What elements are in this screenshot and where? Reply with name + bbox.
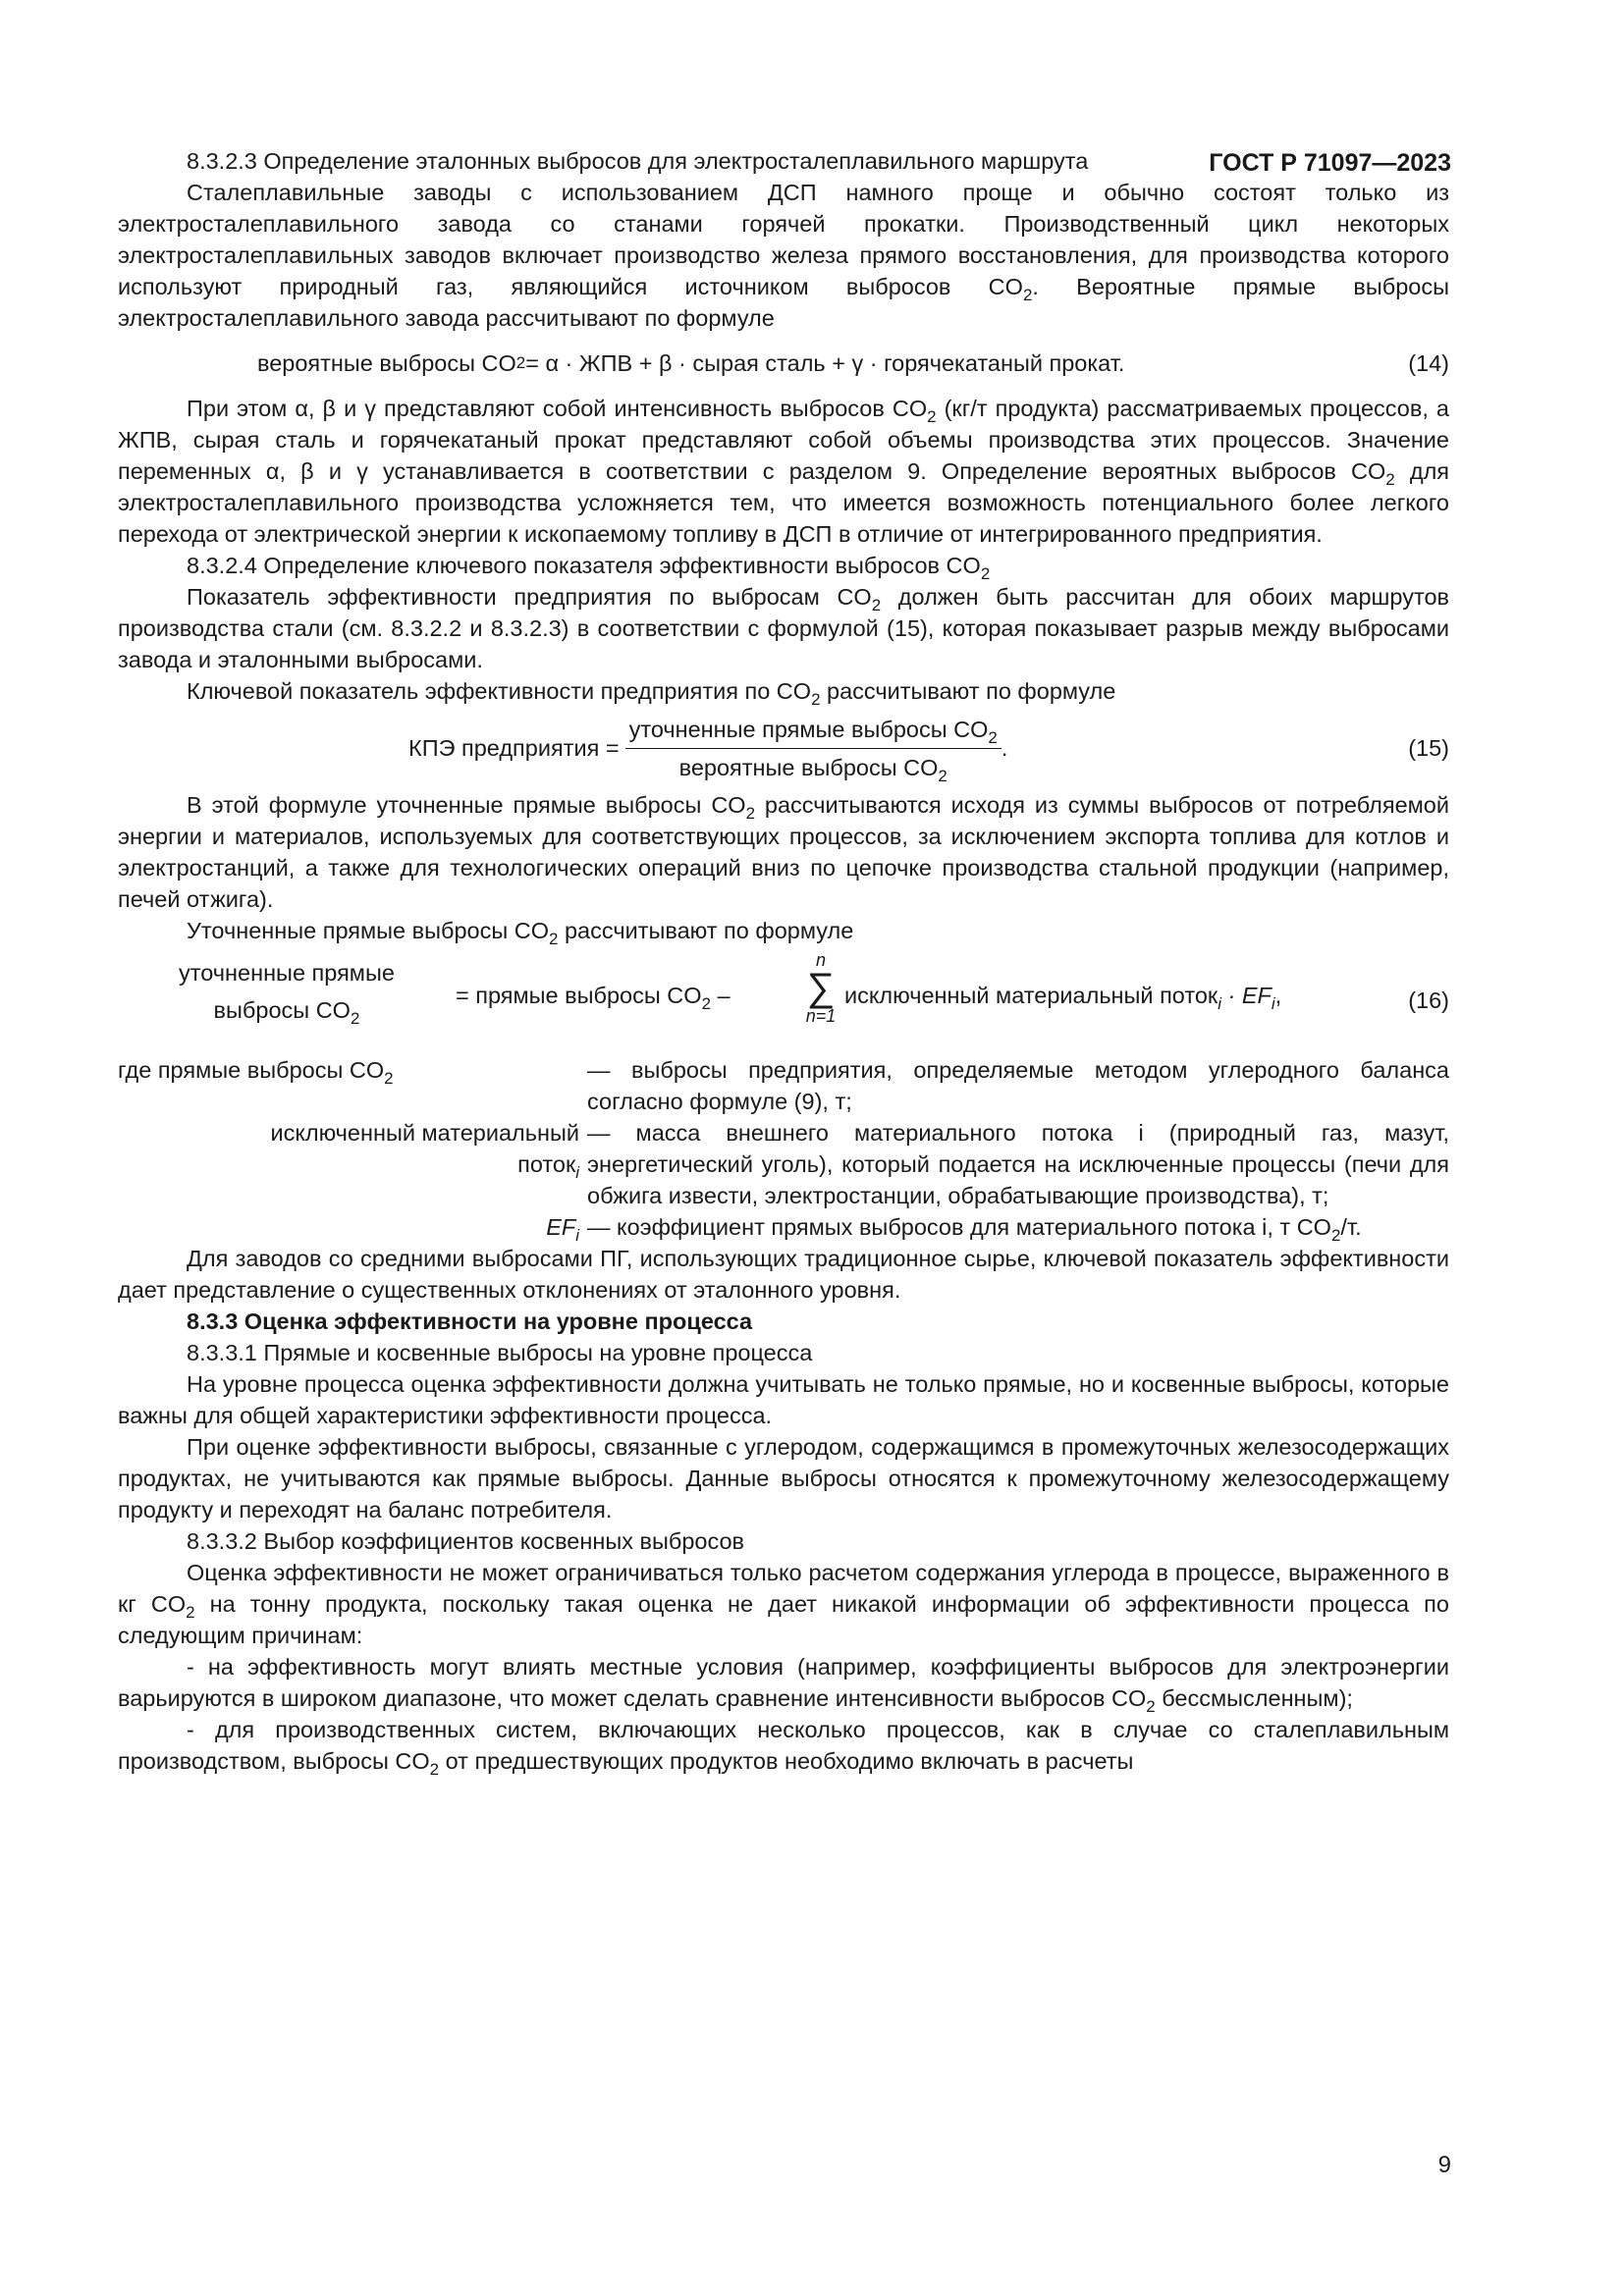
definition-item: где прямые выбросы $CO_2$ — выбросы предприятия, определяемые методом углеродного баланса согласно формуле (9), т;: [118, 1057, 1449, 1114]
definition-item: $EF_i$ — коэффициент прямых выбросов для материального потока i, т $CO_2/т$.: [546, 1214, 1362, 1245]
document-body: [118, 145, 1449, 1777]
summation-sign: n ∑ n=1: [805, 950, 837, 1026]
section-title-833: 8.3.3 Оценка эффективности на уровне процесса: [187, 1308, 753, 1334]
paragraph: На уровне процесса оценка эффективности должна учитывать не только прямые, но и косвенные выбросы, которые важны для общей характеристики эффективности процесса.: [118, 1371, 1449, 1428]
section-title-8323: 8.3.2.3 Определение эталонных выбросов для электросталеплавильного маршрута: [187, 148, 1089, 174]
section-title-8332: 8.3.3.2 Выбор коэффициентов косвенных выбросов: [187, 1528, 745, 1554]
section-title-8331: 8.3.3.1 Прямые и косвенные выбросы на уровне процесса: [187, 1340, 813, 1365]
fraction: $\frac{уточненные прямые выбросы CO_2}{вероятные выбросы CO_2}$: [625, 714, 1001, 783]
document-header: ГОСТ Р 71097—2023: [1209, 149, 1451, 177]
paragraph: Уточненные прямые выбросы $CO_2$ рассчитывают по формуле: [187, 918, 854, 948]
formula-number: (14): [1408, 350, 1449, 376]
paragraph: Показатель эффективности предприятия по выбросам $CO_2$ должен быть рассчитан для обоих маршрутов производства стали (см. 8.3.2.2 и 8.3.2.3) в соответствии с формулой (15), которая показывает разрыв между выбросами завода и эталонными выбросами.: [118, 584, 1450, 672]
paragraph: Для заводов со средними выбросами ПГ, использующих традиционное сырье, ключевой показатель эффективности дает представление о существенных отклонениях от эталонного уровня.: [118, 1246, 1449, 1303]
paragraph: При этом α, β и γ представляют собой интенсивность выбросов $CO_2$ (кг/т продукта) рассматриваемых процессов, а ЖПВ, сырая сталь и горячекатаный прокат представляют собой объемы производства этих процессов. Значение переменных α, β и γ устанавливается в соответствии с разделом 9. Определение вероятных выбросов $CO_2$ для электросталеплавильного производства усложняется тем, что имеется возможность потенциального более легкого перехода от электрической энергии к ископаемому топливу в ДСП в отличие от интегрированного предприятия.: [118, 396, 1450, 547]
formula-16: уточненные прямые выбросы $CO_2$ = прямые выбросы $CO_2$ – n ∑ n=1 исключенный материальный поток$_i$ · $EF_i$, (16): [179, 950, 1449, 1028]
page-number: 9: [1437, 2152, 1451, 2178]
definition-item: исключенный материальный поток$_i$ — масса внешнего материального потока i (природный газ, мазут, энергетический уголь), который подается на исключенные процессы (печи для обжига извести, электростанции, обрабатывающие производства), т;: [270, 1120, 1449, 1208]
formula-number: (16): [1408, 988, 1449, 1013]
formula-lhs: уточненные прямые выбросы $CO_2$: [179, 960, 395, 1028]
bullet-item: - для производственных систем, включающих несколько процессов, как в случае со сталеплавильным производством, выбросы $CO_2$ от предшествующих продуктов необходимо включать в расчеты: [118, 1717, 1449, 1779]
paragraph: В этой формуле уточненные прямые выбросы $CO_2$ рассчитываются исходя из суммы выбросов от потребляемой энергии и материалов, используемых для соответствующих процессов, за исключением экспорта топлива для котлов и электростанций, а также для технологических операций вниз по цепочке производства стальной продукции (например, печей отжига).: [118, 792, 1449, 912]
paragraph: Сталеплавильные заводы с использованием ДСП намного проще и обычно состоят только из электросталеплавильного завода со станами горячей прокатки. Производственный цикл некоторых электросталеплавильных заводов включает производство железа прямого восстановления, для производства которого используют природный газ, являющийся источником выбросов $CO_2$. Вероятные прямые выбросы электросталеплавильного завода рассчитывают по формуле: [118, 180, 1449, 331]
formula-number: (15): [1408, 735, 1449, 761]
paragraph: При оценке эффективности выбросы, связанные с углеродом, содержащимся в промежуточных железосодержащих продуктах, не учитываются как прямые выбросы. Данные выбросы относятся к промежуточному железосодержащему продукту и переходят на баланс потребителя.: [118, 1434, 1449, 1522]
bullet-item: - на эффективность могут влиять местные условия (например, коэффициенты выбросов для электроэнергии варьируются в широком диапазоне, что может сделать сравнение интенсивности выбросов $CO_2$ бессмысленным);: [118, 1654, 1449, 1716]
section-title-8324: 8.3.2.4 Определение ключевого показателя эффективности выбросов $CO_2$: [187, 553, 991, 583]
paragraph: Оценка эффективности не может ограничиваться только расчетом содержания углерода в процессе, выраженного в кг $CO_2$ на тонну продукта, поскольку такая оценка не дает никакой информации об эффективности процесса по следующим причинам:: [118, 1560, 1449, 1648]
formula-15: КПЭ предприятия = $\frac{уточненные прямые выбросы CO_2}{вероятные выбросы CO_2}$ . (15): [118, 707, 1449, 789]
paragraph: Ключевой показатель эффективности предприятия по $CO_2$ рассчитывают по формуле: [187, 678, 1116, 709]
formula-14: вероятные выбросы CO 2 = α · ЖПВ + β · сырая сталь + γ · горячекатаный прокат. (14): [118, 342, 1449, 385]
